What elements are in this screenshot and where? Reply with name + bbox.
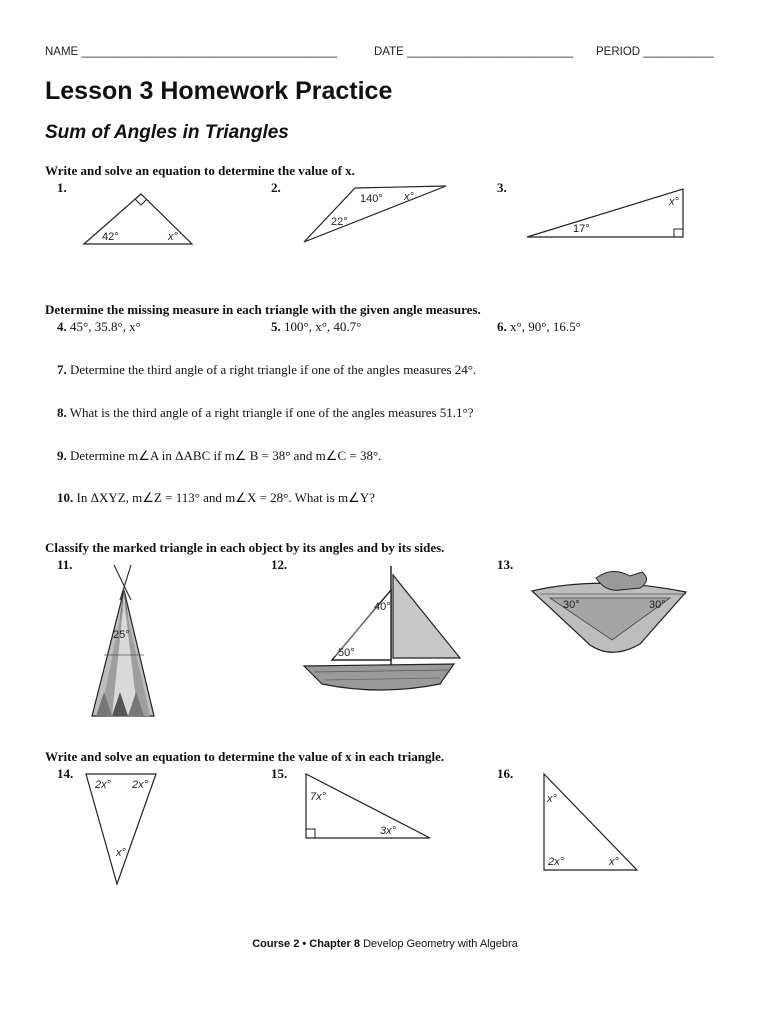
angle-label-12a: 40° bbox=[374, 601, 391, 613]
angle-label-13b: 30° bbox=[649, 599, 666, 611]
angle-label-13a: 30° bbox=[563, 599, 580, 611]
angle-label-2c: 22° bbox=[331, 216, 348, 228]
section3-instruction: Classify the marked triangle in each object by its angles and by its sides. bbox=[45, 540, 445, 555]
problem-6-text: x°, 90°, 16.5° bbox=[510, 319, 581, 334]
angle-label-12b: 50° bbox=[338, 647, 355, 659]
problem-15-number: 15. bbox=[271, 766, 288, 781]
problem-5-text: 100°, x°, 40.7° bbox=[284, 319, 362, 334]
problem-7-text: Determine the third angle of a right triangle if one of the angles measures 24°. bbox=[70, 362, 477, 377]
angle-label-15b: 3x° bbox=[380, 825, 397, 837]
problem-9-number: 9. bbox=[57, 448, 67, 463]
angle-label-2a: 140° bbox=[360, 193, 383, 205]
angle-label-3a: x° bbox=[669, 196, 679, 208]
problem-9-text: Determine m∠A in ΔABC if m∠ B = 38° and m∠C = 38°. bbox=[70, 448, 382, 463]
problem-13-number: 13. bbox=[497, 557, 514, 572]
section4-instruction: Write and solve an equation to determine the value of x in each triangle. bbox=[45, 749, 445, 764]
date-line: __________________________ bbox=[407, 46, 574, 58]
section2-instruction: Determine the missing measure in each triangle with the given angle measures. bbox=[45, 302, 481, 317]
angle-label-16a: x° bbox=[547, 793, 557, 805]
problem-16-number: 16. bbox=[497, 766, 514, 781]
angle-label-2b: x° bbox=[404, 191, 414, 203]
name-line: ________________________________________ bbox=[81, 46, 338, 58]
problem-12-number: 12. bbox=[271, 557, 288, 572]
section1-instruction: Write and solve an equation to determine the value of x. bbox=[45, 163, 355, 178]
triangle-14 bbox=[86, 774, 156, 884]
page-footer bbox=[0, 938, 770, 950]
angle-label-16b: 2x° bbox=[548, 856, 565, 868]
angle-label-15a: 7x° bbox=[310, 791, 327, 803]
problem-14-number: 14. bbox=[57, 766, 74, 781]
problem-8-text: What is the third angle of a right triangle if one of the angles measures 51.1°? bbox=[69, 405, 474, 420]
problem-3-number: 3. bbox=[497, 180, 507, 195]
footer-course: Course 2 • Chapter 8 bbox=[252, 938, 361, 950]
angle-label-3b: 17° bbox=[573, 223, 590, 235]
problem-2-number: 2. bbox=[271, 180, 281, 195]
problem-8-number: 8. bbox=[57, 405, 67, 420]
angle-label-14b: 2x° bbox=[132, 779, 149, 791]
page-subtitle: Sum of Angles in Triangles bbox=[45, 122, 289, 143]
angle-label-1a: 42° bbox=[102, 231, 119, 243]
problem-4-text: 45°, 35.8°, x° bbox=[70, 319, 141, 334]
page-title: Lesson 3 Homework Practice bbox=[45, 77, 393, 105]
triangle-15 bbox=[306, 774, 430, 838]
problem-4-number: 4. bbox=[57, 319, 67, 334]
triangle-16 bbox=[544, 774, 637, 870]
problem-6-number: 6. bbox=[497, 319, 507, 334]
angle-label-11: 25° bbox=[113, 629, 130, 641]
period-label: PERIOD bbox=[596, 46, 641, 58]
problem-10-text: In ΔXYZ, m∠Z = 113° and m∠X = 28°. What is m∠Y? bbox=[76, 490, 375, 505]
date-label: DATE bbox=[374, 46, 404, 58]
problem-10-number: 10. bbox=[57, 490, 74, 505]
problem-11-number: 11. bbox=[57, 557, 73, 572]
period-line: ___________ bbox=[643, 46, 714, 58]
name-label: NAME bbox=[45, 46, 79, 58]
footer-rest: Develop Geometry with Algebra bbox=[360, 938, 518, 950]
angle-label-14c: x° bbox=[116, 847, 126, 859]
angle-label-1b: x° bbox=[168, 231, 178, 243]
problem-1-number: 1. bbox=[57, 180, 67, 195]
problem-5-number: 5. bbox=[271, 319, 281, 334]
angle-label-16c: x° bbox=[609, 856, 619, 868]
angle-label-14a: 2x° bbox=[95, 779, 112, 791]
problem-7-number: 7. bbox=[57, 362, 67, 377]
